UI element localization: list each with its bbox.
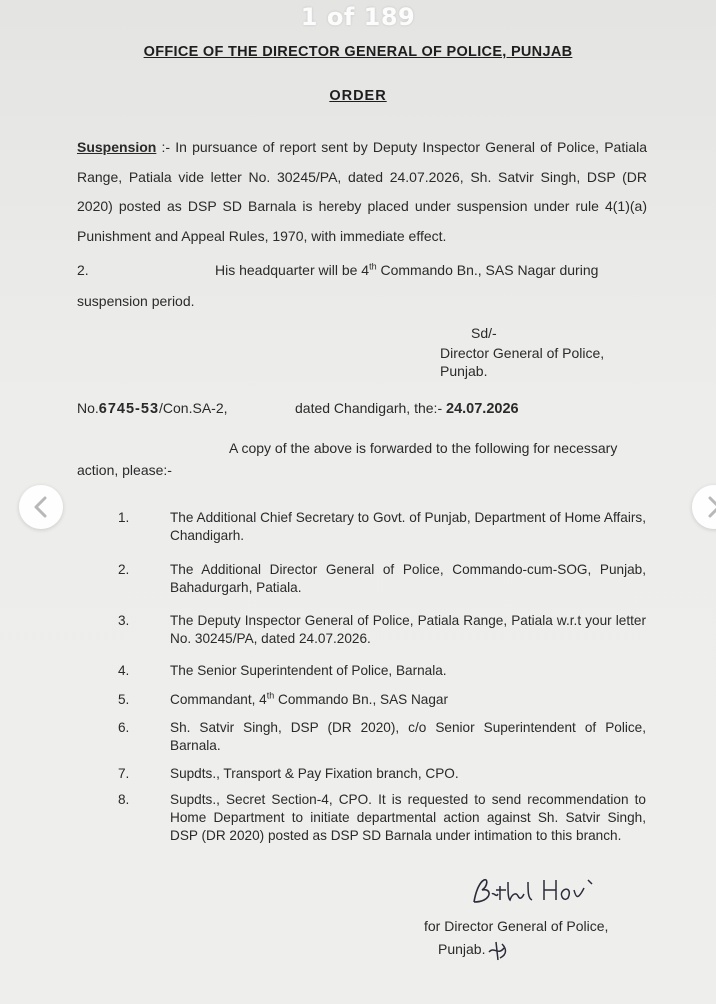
- suspension-paragraph: [77, 133, 647, 251]
- sign-designation: Director General of Police,: [440, 345, 605, 361]
- recipient-number: 4.: [118, 663, 130, 678]
- footer-designation: for Director General of Police,: [424, 918, 609, 934]
- previous-page-button[interactable]: [19, 485, 63, 529]
- dated-line: [295, 400, 519, 417]
- recipient-text: The Additional Director General of Police, Commando-cum-SOG, Punjab, Bahadurgarh, Patiala.: [170, 562, 646, 595]
- chevron-right-icon: [692, 485, 716, 529]
- para2-text: [215, 262, 598, 278]
- recipient-text-a: Commandant, 4: [170, 692, 267, 707]
- recipient-text-b: Commando Bn., SAS Nagar: [274, 692, 449, 707]
- next-page-button[interactable]: [692, 485, 716, 529]
- initial-mark: [486, 938, 512, 967]
- para2-text-b: Commando Bn., SAS Nagar during: [376, 262, 599, 278]
- initial-drawing: [486, 938, 512, 962]
- recipient-text: Supdts., Secret Section-4, CPO. It is requested to send recommendation to Home Department to initiate departmental action against Sh. Satvir Singh, DSP (DR 2020) posted as DSP SD Barnala under intimation to this branch.: [170, 792, 646, 843]
- copy-forward-line1: A copy of the above is forwarded to the following for necessary: [229, 440, 618, 456]
- recipient-sup: th: [266, 690, 275, 701]
- signature-drawing: [470, 872, 610, 916]
- suspension-label: Suspension: [77, 139, 157, 155]
- sign-sd: Sd/-: [471, 325, 497, 341]
- recipient-number: 7.: [118, 766, 130, 781]
- chevron-left-icon: [19, 485, 63, 529]
- dated-value: 24.07.2026: [446, 401, 519, 417]
- ref-prefix: No.: [77, 400, 99, 416]
- recipient-number: 5.: [118, 692, 130, 707]
- recipient-number: 8.: [118, 792, 130, 807]
- recipient-text: Supdts., Transport & Pay Fixation branch, CPO.: [170, 766, 459, 781]
- ref-suffix: /Con.SA-2,: [159, 400, 228, 416]
- recipient-number: 6.: [118, 720, 130, 735]
- reference-number: [77, 400, 228, 417]
- para2-text-cont: suspension period.: [77, 293, 195, 309]
- ref-number: 6745-53: [98, 401, 160, 417]
- office-header: OFFICE OF THE DIRECTOR GENERAL OF POLICE, PUNJAB: [143, 44, 573, 60]
- recipient-number: 1.: [118, 510, 130, 525]
- copy-forward-line2: action, please:-: [77, 462, 172, 478]
- recipient-text: The Senior Superintendent of Police, Barnala.: [170, 663, 447, 678]
- order-title: ORDER: [329, 88, 387, 104]
- recipient-number: 2.: [118, 562, 130, 577]
- para2-sup: th: [369, 261, 377, 272]
- para2-text-a: His headquarter will be 4: [215, 262, 370, 278]
- handwritten-signature: [470, 872, 610, 921]
- page-counter: 1 of 189: [300, 3, 416, 31]
- dated-label: dated Chandigarh, the:-: [295, 400, 446, 416]
- recipient-text: The Additional Chief Secretary to Govt. of Punjab, Department of Home Affairs, Chandigarh.: [170, 510, 646, 543]
- suspension-text: :- In pursuance of report sent by Deputy Inspector General of Police, Patiala Range, Patiala vide letter No. 30245/PA, dated 24.07.2026, Sh. Satvir Singh, DSP (DR 2020) posted as DSP SD Barnala is hereby placed under suspension under rule 4(1)(a) Punishment and Appeal Rules, 1970, with immediate effect.: [77, 139, 647, 244]
- footer-state: Punjab.: [438, 941, 486, 957]
- recipient-text: Sh. Satvir Singh, DSP (DR 2020), c/o Senior Superintendent of Police, Barnala.: [170, 720, 646, 753]
- recipient-number: 3.: [118, 613, 130, 628]
- recipient-text: [170, 691, 646, 709]
- para2-number: 2.: [77, 262, 89, 278]
- recipient-text: The Deputy Inspector General of Police, Patiala Range, Patiala w.r.t your letter No. 30245/PA, dated 24.07.2026.: [170, 613, 646, 646]
- sign-state: Punjab.: [440, 363, 488, 379]
